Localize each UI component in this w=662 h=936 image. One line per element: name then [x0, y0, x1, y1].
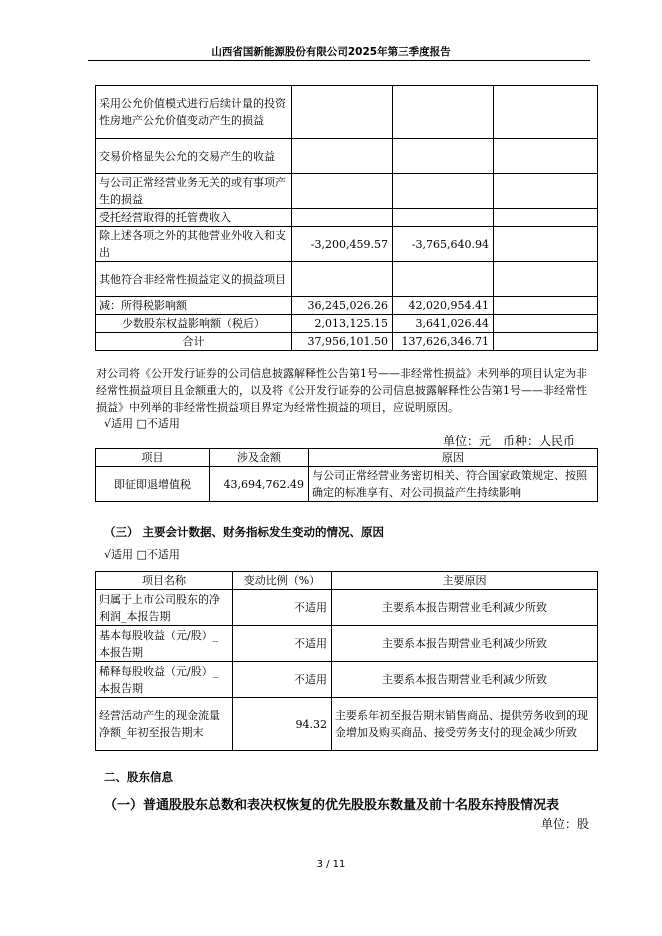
- table-row: [96, 626, 598, 662]
- table-row: [96, 227, 598, 262]
- note-cell: [494, 333, 598, 351]
- row-label: 交易价格显失公允的交易产生的收益: [96, 139, 292, 174]
- column-header-reason: 原因: [309, 449, 598, 467]
- column-header-name: 项目名称: [96, 572, 233, 590]
- key-changes-table: [95, 571, 598, 751]
- row-label: 减：所得税影响额: [96, 297, 292, 315]
- row-label: 其他符合非经常性损益定义的损益项目: [96, 262, 292, 297]
- table-row: [96, 333, 598, 351]
- item-name-cell: 经营活动产生的现金流量净额_年初至报告期末: [96, 698, 233, 751]
- note-cell: [494, 315, 598, 333]
- reason-cell: 主要系本报告期营业毛利减少所致: [332, 662, 598, 698]
- section-heading-shareholder-table: （一）普通股股东总数和表决权恢复的优先股股东数量及前十名股东持股情况表: [104, 798, 560, 813]
- ytd-value: [393, 174, 494, 209]
- table-row: [96, 297, 598, 315]
- current-period-value: 37,956,101.50: [292, 333, 393, 351]
- row-label: 受托经营取得的托管费收入: [96, 209, 292, 227]
- ytd-value: -3,765,640.94: [393, 227, 494, 262]
- table-row: [96, 86, 598, 139]
- table-row: [96, 698, 598, 751]
- note-cell: [494, 86, 598, 139]
- ytd-value: [393, 86, 494, 139]
- table-header-row: [96, 572, 598, 590]
- note-cell: [494, 297, 598, 315]
- page-number: 3 / 11: [316, 859, 346, 870]
- nonrecurring-table: [95, 85, 598, 351]
- current-period-value: [292, 209, 393, 227]
- applicable-checkbox-line: √适用 □不适用: [104, 548, 180, 561]
- unit-shares-label: 单位：股: [541, 817, 590, 831]
- applicable-checkbox-line: √适用 □不适用: [104, 417, 180, 430]
- explanation-paragraph: 对公司将《公开发行证券的公司信息披露解释性公告第1号——非经常性损益》未列举的项目认定为非经常性损益项目且金额重大的，以及将《公开发行证券的公司信息披露解释性公告第1号——非经常性损益》中列举的非经常性损益项目界定为经常性损益的项目，应说明原因。: [96, 367, 587, 414]
- reason-cell: 主要系本报告期营业毛利减少所致: [332, 626, 598, 662]
- row-label: 除上述各项之外的其他营业外收入和支出: [96, 227, 292, 262]
- note-cell: [494, 227, 598, 262]
- recurring-items-table: [95, 448, 598, 502]
- table-row: [96, 209, 598, 227]
- section-heading-shareholders: 二、股东信息: [104, 770, 173, 784]
- table-row: [96, 662, 598, 698]
- ratio-cell: 不适用: [233, 662, 332, 698]
- row-label: 少数股东权益影响额（税后）: [96, 315, 292, 333]
- item-name-cell: 基本每股收益（元/股）_本报告期: [96, 626, 233, 662]
- column-header-amount: 涉及金额: [210, 449, 309, 467]
- table-header-row: [96, 449, 598, 467]
- reason-cell: 与公司正常经营业务密切相关、符合国家政策规定、按照确定的标准享有、对公司损益产生持续影响: [309, 467, 598, 502]
- column-header-ratio: 变动比例（%）: [233, 572, 332, 590]
- table-row: [96, 262, 598, 297]
- table-row: [96, 139, 598, 174]
- ratio-cell: 94.32: [233, 698, 332, 751]
- current-period-value: [292, 139, 393, 174]
- current-period-value: 2,013,125.15: [292, 315, 393, 333]
- ytd-value: [393, 139, 494, 174]
- ratio-cell: 不适用: [233, 590, 332, 626]
- ytd-value: 3,641,026.44: [393, 315, 494, 333]
- column-header-item: 项目: [96, 449, 210, 467]
- total-label: 合计: [96, 333, 292, 351]
- current-period-value: [292, 86, 393, 139]
- note-cell: [494, 139, 598, 174]
- ytd-value: 42,020,954.41: [393, 297, 494, 315]
- current-period-value: [292, 262, 393, 297]
- item-name-cell: 归属于上市公司股东的净利润_本报告期: [96, 590, 233, 626]
- note-cell: [494, 209, 598, 227]
- header-divider: [88, 60, 590, 61]
- ytd-value: [393, 209, 494, 227]
- ratio-cell: 不适用: [233, 626, 332, 662]
- note-cell: [494, 174, 598, 209]
- page-header-title: 山西省国新能源股份有限公司2025年第三季度报告: [211, 46, 451, 58]
- row-label: 采用公允价值模式进行后续计量的投资性房地产公允价值变动产生的损益: [96, 86, 292, 139]
- amount-cell: 43,694,762.49: [210, 467, 309, 502]
- reason-cell: 主要系年初至报告期末销售商品、提供劳务收到的现金增加及购买商品、接受劳务支付的现金减少所致: [332, 698, 598, 751]
- row-label: 与公司正常经营业务无关的或有事项产生的损益: [96, 174, 292, 209]
- current-period-value: [292, 174, 393, 209]
- table-row: [96, 590, 598, 626]
- table-row: [96, 467, 598, 502]
- current-period-value: 36,245,026.26: [292, 297, 393, 315]
- unit-currency-label: 单位：元 币种：人民币: [443, 434, 576, 448]
- reason-cell: 主要系本报告期营业毛利减少所致: [332, 590, 598, 626]
- item-name-cell: 稀释每股收益（元/股）_本报告期: [96, 662, 233, 698]
- table-row: [96, 174, 598, 209]
- table-row: [96, 315, 598, 333]
- section-heading-key-changes: （三） 主要会计数据、财务指标发生变动的情况、原因: [104, 525, 385, 539]
- column-header-reason: 主要原因: [332, 572, 598, 590]
- ytd-value: 137,626,346.71: [393, 333, 494, 351]
- current-period-value: -3,200,459.57: [292, 227, 393, 262]
- ytd-value: [393, 262, 494, 297]
- item-cell: 即征即退增值税: [96, 467, 210, 502]
- note-cell: [494, 262, 598, 297]
